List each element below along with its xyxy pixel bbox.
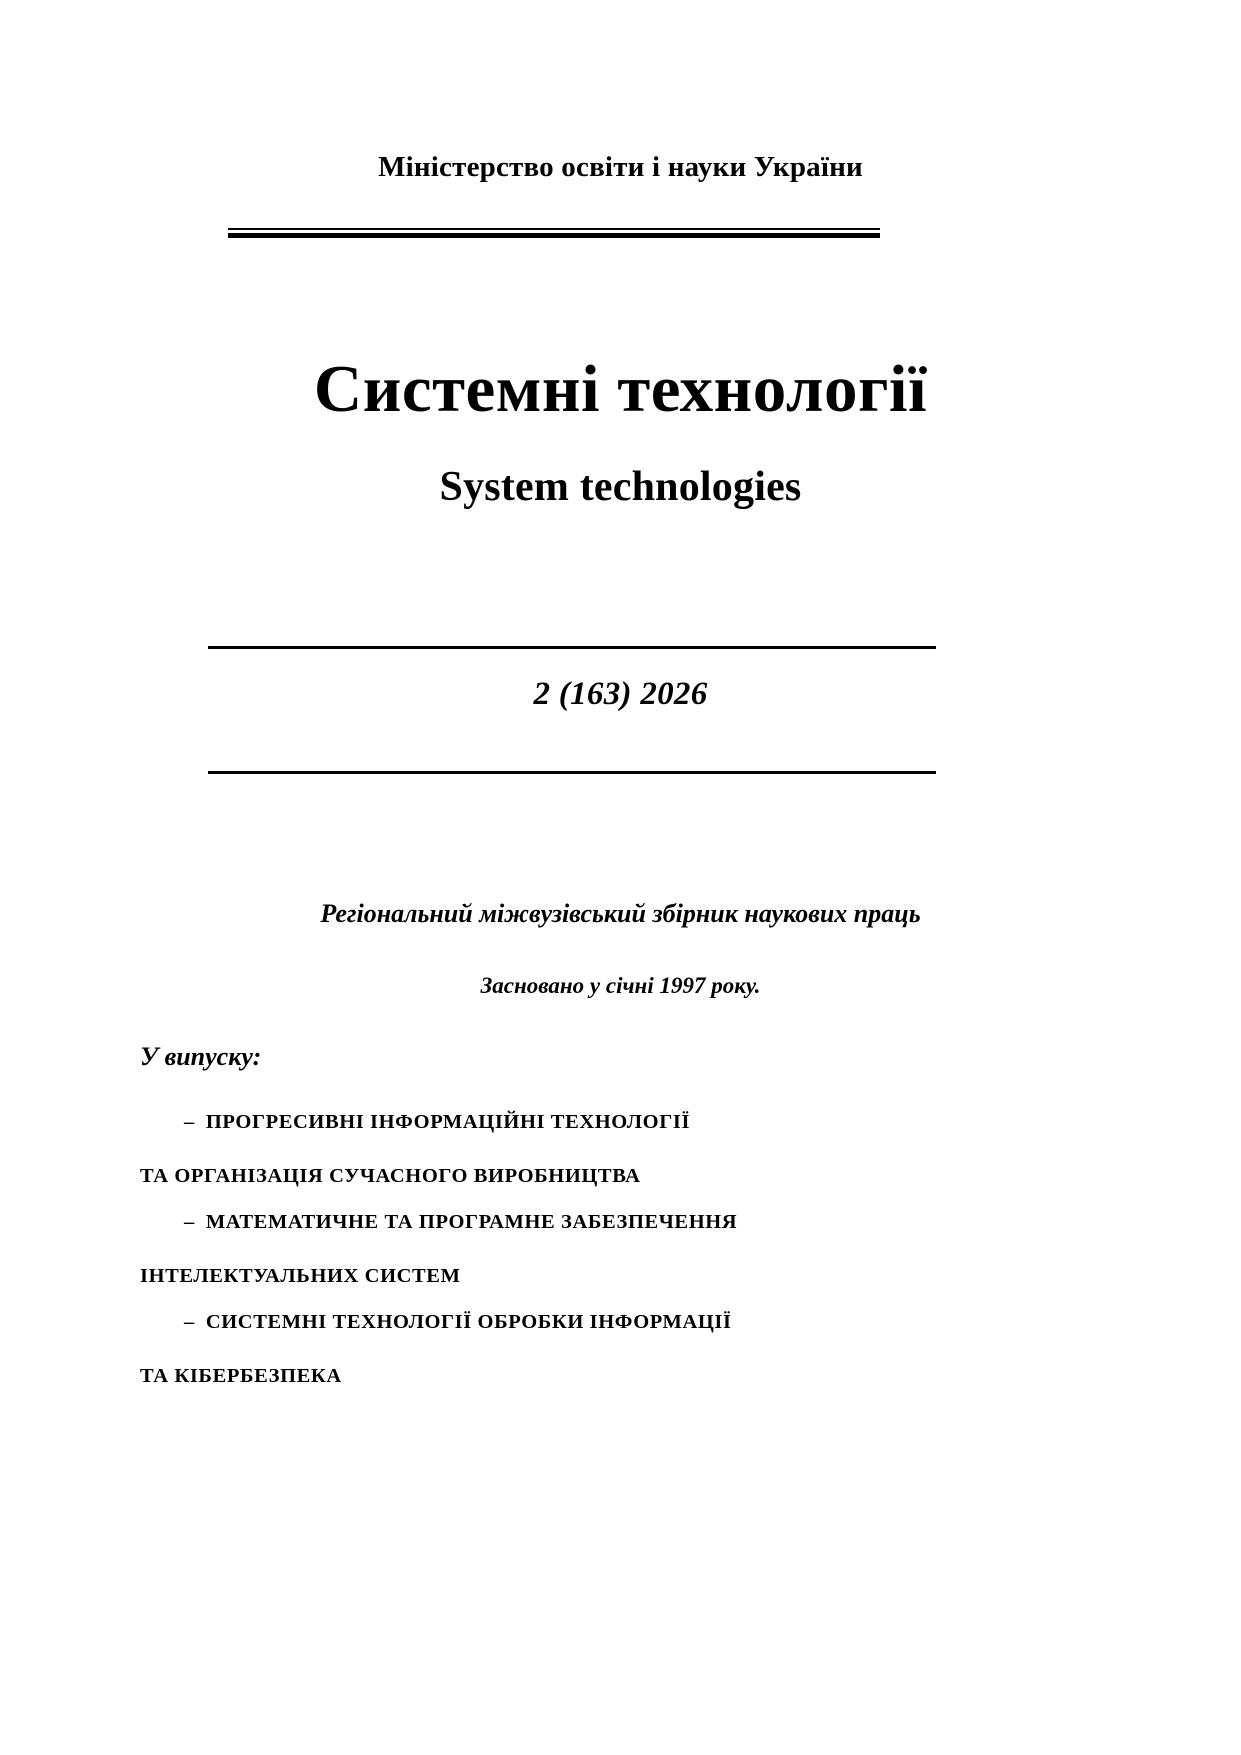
- topic-item: [140, 1310, 940, 1388]
- ministry-heading: Міністерство освіти і науки України: [378, 151, 863, 183]
- journal-title-english: System technologies: [439, 464, 802, 510]
- header-rule-thick: [228, 233, 880, 238]
- topic-text: СИСТЕМНІ ТЕХНОЛОГІЇ ОБРОБКИ ІНФОРМАЦІЇ: [205, 1311, 732, 1334]
- topic-line-secondary: ТА ОРГАНІЗАЦІЯ СУЧАСНОГО ВИРОБНИЦТВА: [140, 1164, 641, 1187]
- dash-marker: –: [184, 1111, 195, 1133]
- topic-text: ПРОГРЕСИВНІ ІНФОРМАЦІЙНІ ТЕХНОЛОГІЇ: [205, 1111, 691, 1133]
- issue-rule-bottom: [208, 771, 936, 774]
- topic-line-primary: [140, 1310, 940, 1335]
- header-double-rule: [228, 228, 880, 237]
- topic-item: [140, 1210, 940, 1288]
- header-rule-thin: [228, 228, 880, 230]
- topic-line-secondary: ТА КІБЕРБЕЗПЕКА: [140, 1364, 342, 1387]
- collection-description: Регіональний міжвузівський збірник наукових праць: [320, 899, 921, 928]
- topic-line-primary: [140, 1210, 940, 1235]
- issue-number: 2 (163) 2026: [533, 676, 708, 712]
- journal-title-ukrainian: Системні технології: [313, 352, 928, 426]
- issue-rule-top: [208, 646, 936, 649]
- topic-item: [140, 1110, 940, 1188]
- founded-statement: Засновано у січні 1997 року.: [480, 973, 761, 998]
- dash-marker: –: [184, 1311, 195, 1334]
- issue-contents-intro: У випуску:: [140, 1042, 262, 1071]
- topic-line-primary: [140, 1110, 940, 1135]
- topic-line-secondary: ІНТЕЛЕКТУАЛЬНИХ СИСТЕМ: [140, 1264, 461, 1287]
- topic-text: МАТЕМАТИЧНЕ ТА ПРОГРАМНЕ ЗАБЕЗПЕЧЕННЯ: [205, 1211, 738, 1234]
- topic-list: [140, 1110, 940, 1411]
- dash-marker: –: [184, 1211, 195, 1234]
